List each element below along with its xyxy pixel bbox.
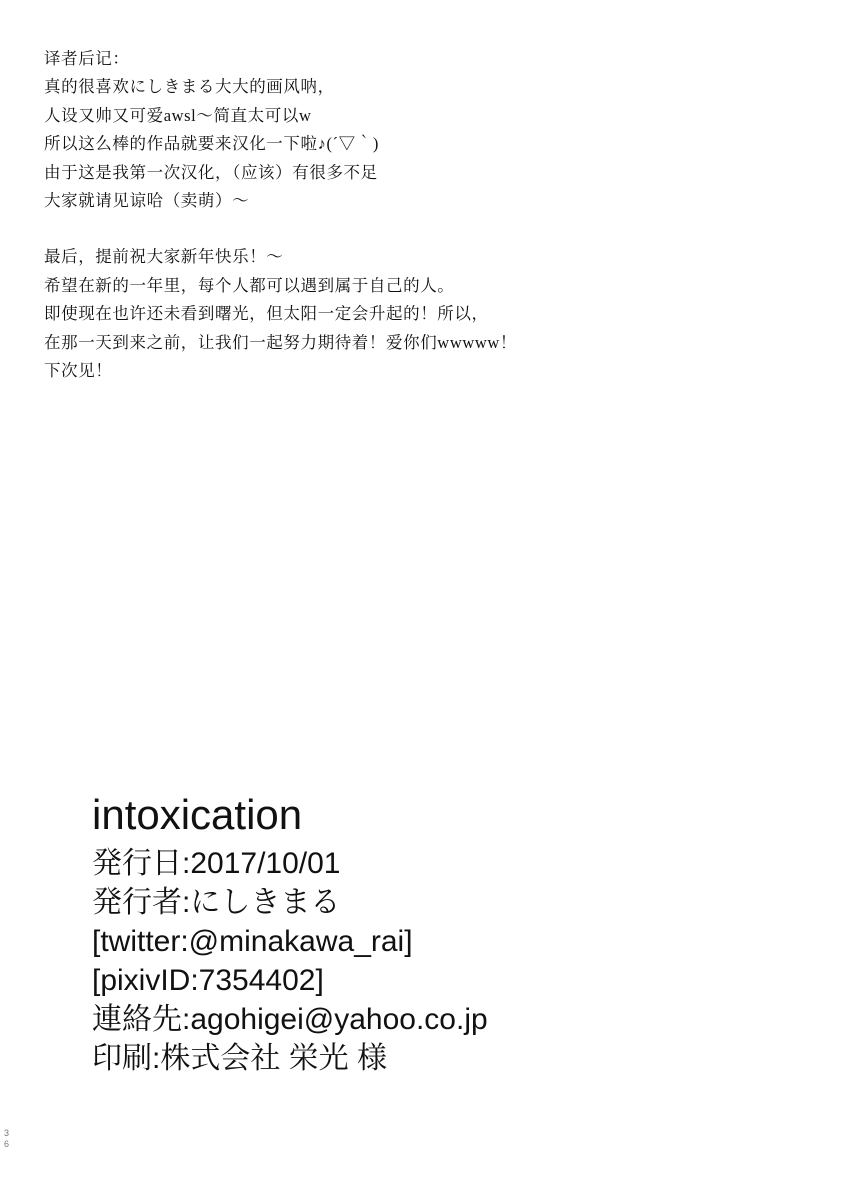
contact-email: 連絡先:agohigei@yahoo.co.jp: [92, 1003, 488, 1036]
page-number-digit: 6: [4, 1139, 10, 1149]
afterword-line: 最后，提前祝大家新年快乐！～: [44, 247, 284, 267]
page-number-digit: 3: [4, 1128, 10, 1138]
afterword-line: 希望在新的一年里，每个人都可以遇到属于自己的人。: [44, 275, 455, 295]
translator-afterword: [44, 45, 744, 385]
book-title: intoxication: [92, 791, 303, 838]
page-number: [4, 1128, 18, 1150]
publisher-name: 発行者:にしきまる: [92, 886, 341, 919]
afterword-line: 译者后记：: [44, 49, 130, 68]
twitter-handle: [twitter:@minakawa_rai]: [92, 925, 413, 958]
afterword-line: 所以这么棒的作品就要来汉化一下啦♪(´▽｀): [44, 134, 379, 154]
paragraph-spacer: [44, 215, 744, 243]
printer-name: 印刷:株式会社 栄光 様: [92, 1042, 388, 1075]
pixiv-id: [pixivID:7354402]: [92, 964, 324, 997]
afterword-line: 由于这是我第一次汉化，（应该）有很多不足: [44, 162, 378, 182]
publish-date: 発行日:2017/10/01: [92, 847, 341, 880]
afterword-line: 大家就请见谅哈（卖萌）～: [44, 191, 250, 211]
afterword-line: 下次见！: [44, 361, 113, 381]
afterword-line: 即使现在也许还未看到曙光，但太阳一定会升起的！所以，: [44, 304, 489, 324]
afterword-line: 人设又帅又可爱awsl～简直太可以w: [44, 105, 312, 125]
afterword-line: 在那一天到来之前，让我们一起努力期待着！爱你们wwwww！: [44, 332, 517, 352]
colophon-block: [92, 790, 792, 1078]
afterword-line: 真的很喜欢にしきまる大大的画风呐，: [44, 77, 335, 97]
